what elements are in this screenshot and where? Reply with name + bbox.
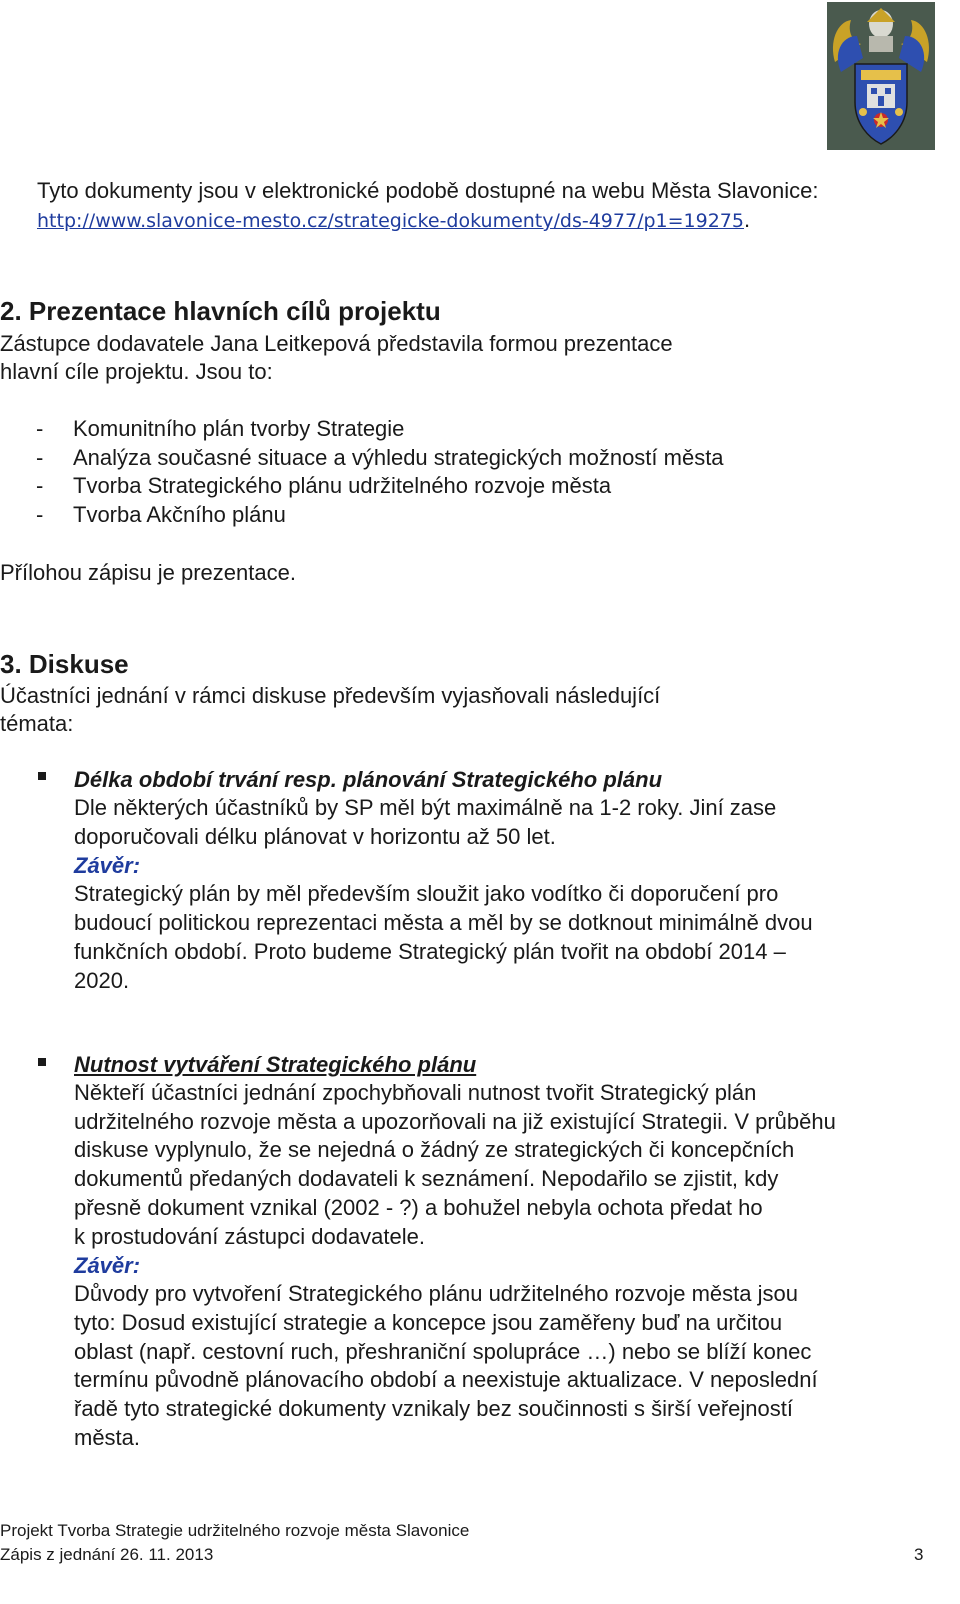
- footer-project: Projekt Tvorba Strategie udržitelného rozvoje města Slavonice: [0, 1521, 470, 1540]
- topic-body: [74, 1079, 944, 1452]
- conclusion-line: Strategický plán by měl především sloužit jako vodítko či doporučení pro: [74, 881, 779, 907]
- conclusion-line: města.: [74, 1424, 141, 1450]
- conclusion-line: oblast (např. cestovní ruch, přeshraniční spolupráce …) nebo se blíží konec: [74, 1338, 812, 1364]
- section-2-line: hlavní cíle projektu. Jsou to:: [0, 359, 273, 384]
- conclusion-line: termínu původně plánovacího období a neexistuje aktualizace. V neposlední: [74, 1367, 818, 1393]
- topic-heading: Nutnost vytváření Strategického plánu: [74, 1052, 477, 1077]
- topic-body-line: Dle některých účastníků by SP měl být maximálně na 1-2 roky. Jiní zase: [74, 795, 777, 820]
- dash-bullet-icon: -: [36, 473, 44, 498]
- goals-list-item-label: Tvorba Akčního plánu: [73, 502, 286, 527]
- attachment-note: Přílohou zápisu je prezentace.: [0, 560, 296, 585]
- goals-list-item-label: Tvorba Strategického plánu udržitelného rozvoje města: [73, 473, 612, 498]
- dash-bullet-icon: -: [36, 445, 44, 470]
- topic-heading: Délka období trvání resp. plánování Strategického plánu: [74, 767, 663, 792]
- dash-bullet-icon: -: [36, 416, 44, 441]
- conclusion-label: Závěr:: [74, 853, 141, 879]
- section-2-title: 2. Prezentace hlavních cílů projektu: [0, 296, 441, 326]
- section-3-title: 3. Diskuse: [0, 649, 129, 679]
- conclusion-line: budoucí politickou reprezentaci města a měl by se dotknout minimálně dvou: [74, 910, 813, 936]
- topic-body-line: dokumentů předaných dodavateli k seznámení. Nepodařilo se zjistit, kdy: [74, 1166, 779, 1192]
- section-3-line: Účastníci jednání v rámci diskuse především vyjasňovali následující: [0, 683, 661, 708]
- section-3-line: témata:: [0, 711, 74, 736]
- conclusion-line: 2020.: [74, 967, 130, 993]
- conclusion-line: řadě tyto strategické dokumenty vznikaly bez součinnosti s širší veřejností: [74, 1396, 793, 1422]
- strategic-documents-link[interactable]: http://www.slavonice-mesto.cz/strategicke-dokumenty/ds-4977/p1=19275: [37, 210, 744, 232]
- conclusion-line: tyto: Dosud existující strategie a koncepce jsou zaměřeny buď na určitou: [74, 1309, 783, 1335]
- conclusion-line: Důvody pro vytvoření Strategického plánu udržitelného rozvoje města jsou: [74, 1281, 798, 1307]
- footer-meeting-date: Zápis z jednání 26. 11. 2013: [0, 1545, 214, 1564]
- topic-body-line: Někteří účastníci jednání zpochybňovali nutnost tvořit Strategický plán: [74, 1080, 757, 1105]
- intro-link-suffix: .: [743, 207, 751, 232]
- page-number: 3: [914, 1545, 924, 1564]
- topic-body-line: doporučovali délku plánovat v horizontu až 50 let.: [74, 823, 556, 849]
- conclusion-line: funkčních období. Proto budeme Strategický plán tvořit na období 2014 –: [74, 938, 786, 964]
- square-bullet-icon: [38, 1058, 46, 1066]
- goals-list-item-label: Komunitního plán tvorby Strategie: [73, 416, 405, 441]
- topic-body-line: k prostudování zástupci dodavatele.: [74, 1223, 426, 1249]
- section-2-line: Zástupce dodavatele Jana Leitkepová představila formou prezentace: [0, 331, 673, 356]
- topic-body: [74, 794, 944, 995]
- topic-body-line: udržitelného rozvoje města a upozorňovali na již existující Strategii. V průběhu: [74, 1108, 836, 1134]
- conclusion-label: Závěr:: [74, 1253, 141, 1279]
- intro-link-line: [37, 205, 750, 236]
- intro-text: Tyto dokumenty jsou v elektronické podobě dostupné na webu Města Slavonice:: [37, 178, 819, 203]
- topic-body-line: diskuse vyplynulo, že se nejedná o žádný ze strategických či koncepčních: [74, 1137, 795, 1163]
- coat-of-arms-icon: [827, 2, 935, 150]
- square-bullet-icon: [38, 772, 46, 780]
- goals-list-item-label: Analýza současné situace a výhledu strategických možností města: [73, 445, 724, 470]
- dash-bullet-icon: -: [36, 502, 44, 527]
- topic-body-line: přesně dokument vznikal (2002 - ?) a bohužel nebyla ochota předat ho: [74, 1194, 763, 1220]
